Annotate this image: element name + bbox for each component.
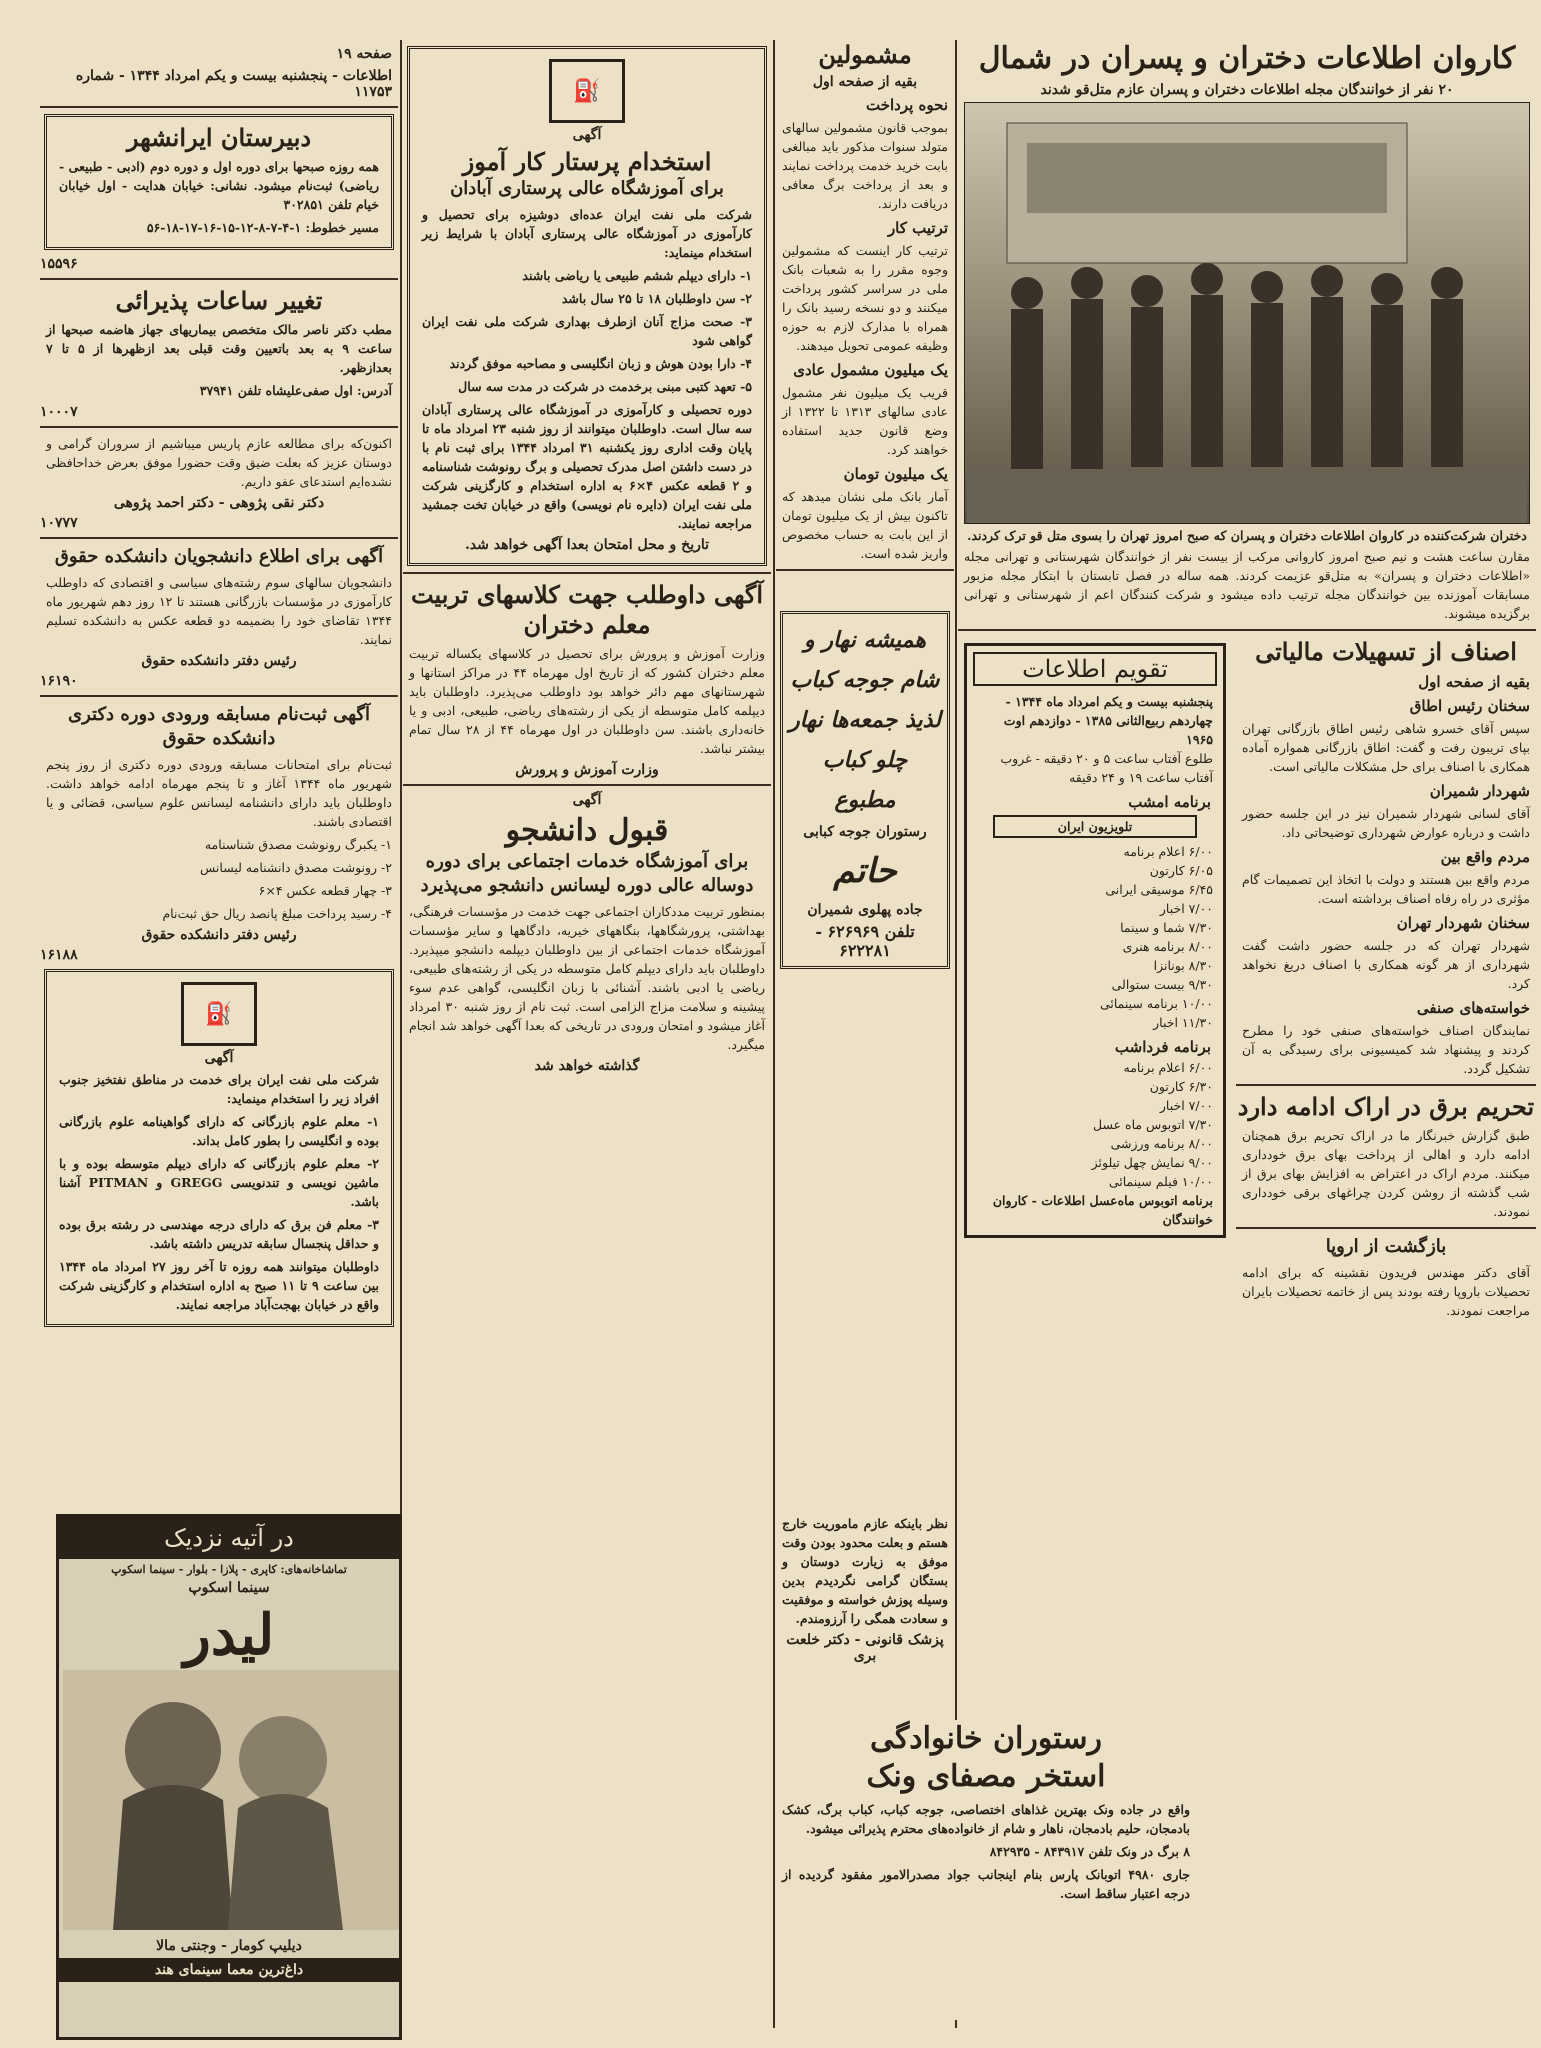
family-restaurant-title: رستوران خانوادگی xyxy=(870,1721,1102,1756)
oil-company-logo-icon: ⛽ xyxy=(181,982,257,1046)
divider xyxy=(958,629,1536,631)
doctorate-item: ۴- رسید پرداخت مبلغ پانصد ریال حق ثبت‌نام xyxy=(162,906,392,921)
nursing-body: دوره تحصیلی و کارآموزی در آموزشگاه عالی پرستاری آبادان سه سال است. داوطلبان میتوانند از روز شنبه ۲۳ امرداد ماه تا پایان وقت اداری روز یکشنبه ۳۱ امرداد ۱۳۴۴ برای ثبت نام با در دست داشتن اصل مدرک تحصیلی و برگ رونوشت شناسنامه و ۲ قطعه عکس ۴×۶ به اداره استخدام و کارگزینی شرکت ملی نفت ایران (دایره نام نویسی) واقع در خیابان تخت جمشید مراجعه نمایند. xyxy=(422,402,753,531)
ad-label: آگهی xyxy=(572,127,602,143)
school-routes: مسیر خطوط: ۱-۴-۷-۸-۱۲-۱۵-۱۶-۱۷-۱۸-۵۶ xyxy=(146,220,379,235)
continuation-note: بقیه از صفحه اول xyxy=(1418,673,1530,691)
nursing-condition: ۳- صحت مزاج آنان ازطرف بهداری شرکت ملی نفت ایران گواهی شود xyxy=(422,314,752,348)
nursing-condition: ۴- دارا بودن هوش و زبان انگلیسی و مصاحبه موفق گردند xyxy=(449,356,752,371)
divider xyxy=(40,695,398,697)
section-heading: یک میلیون تومان xyxy=(843,465,948,483)
movie-stars: دیلیپ کومار - وجنتی مالا xyxy=(156,1938,302,1954)
program-item: ۶/۴۵ موسیقی ایرانی xyxy=(1105,882,1213,897)
ad-ref: ۱۶۱۹۰ xyxy=(40,673,78,689)
movie-poster-illustration xyxy=(63,1670,399,1930)
doctorate-item: ۳- چهار قطعه عکس ۴×۶ xyxy=(258,883,392,898)
section-body: بموجب قانون مشمولین سالهای متولد سنوات مذکور باید مبالغی بابت خرید خدمت پرداخت نمایند و بعد از پرداخت برگ معافی دریافت دارند. xyxy=(782,120,948,211)
admission-footer: گذاشته خواهد شد xyxy=(534,1058,640,1074)
calendar-date: پنجشنبه بیست و یکم امرداد ماه ۱۳۴۴ - چهاردهم ربیع‌الثانی ۱۳۸۵ - دوازدهم اوت ۱۹۶۵ xyxy=(1003,694,1213,747)
oil-company-ad xyxy=(44,969,394,1327)
tax-headline: اصناف از تسهیلات مالیاتی xyxy=(1255,637,1517,666)
program-item: ۷/۳۰ اتوبوس ماه عسل xyxy=(1092,1117,1213,1132)
ad-ref: ۱۰۷۷۷ xyxy=(40,515,78,531)
divider xyxy=(40,278,398,280)
ad-ref: ۱۰۰۰۷ xyxy=(40,404,78,420)
divider xyxy=(40,106,398,108)
electricity-headline: تحریم برق در اراک ادامه دارد xyxy=(1237,1092,1535,1121)
program-item: ۹/۳۰ بیست ستوالی xyxy=(1111,977,1213,992)
ad-ref: ۱۶۱۸۸ xyxy=(40,947,78,963)
cinema-heading: در آتیه نزدیک xyxy=(59,1517,399,1559)
lead-body: مقارن ساعت هشت و نیم صبح امروز کاروانی مرکب از بیست نفر از خوانندگان شهرستانی و تهرانی مجله «اطلاعات دختران و پسران» به متل‌قو عزیمت کردند. همه ساله در فصل تابستان با ابتکار مجله مزبور مسابقات آموزنده بین خوانندگان مجله ترتیب داده میشود و شرکت کنندگان اعم از شهرستانی و تهرانی برگزیده میشوند. xyxy=(964,549,1530,621)
divider xyxy=(1236,1084,1536,1086)
tax-story xyxy=(1236,637,1536,1324)
family-restaurant-phones: ۸ برگ در ونک تلفن ۸۴۳۹۱۷ - ۸۴۲۹۳۵ xyxy=(989,1844,1190,1859)
restaurant-phones: تلفن ۶۲۶۹۶۹ - ۶۲۲۲۸۱ xyxy=(815,922,915,960)
law-students-body: دانشجویان سالهای سوم رشته‌های سیاسی و اقتصادی که داوطلب کارآموزی در مؤسسات بازرگانی هستند تا ۱۲ روز دهم شهریور ماه ۱۳۴۴ تقاضای خود را بضمیمه دو قطعه عکس به دانشکده تسلیم نمایند. xyxy=(46,575,392,647)
law-students-title: آگهی برای اطلاع دانشجویان دانشکده حقوق xyxy=(54,546,384,567)
tv-channel-logo: تلویزیون ایران xyxy=(993,815,1197,838)
cinema-ad xyxy=(56,1514,402,2040)
family-restaurant-body: واقع در جاده ونک بهترین غذاهای اختصاصی، جوجه کباب، کباب برگ، کشک بادمجان، حلیم بادمجان، ناهار و شام از خانواده‌های محترم پذیرائی میشود. xyxy=(782,1802,1190,1836)
section-heading: سخنان رئیس اطاق xyxy=(1409,697,1530,715)
lost-notice: جاری ۴۹۸۰ اتوبانک پارس بنام اینجانب جواد مصدرالامور مفقود گردیده از درجه اعتبار ساقط است. xyxy=(782,1867,1190,1901)
restaurant-slogan: همیشه نهار و شام جوجه کباب لذیذ جمعه‌ها نهار چلو کباب مطبوع xyxy=(789,627,941,813)
oil-ad-body: شرکت ملی نفت ایران برای خدمت در مناطق نفتخیز جنوب افراد زیر را استخدام مینماید: xyxy=(59,1072,379,1106)
school-title: دبیرستان ایرانشهر xyxy=(126,123,312,152)
program-item: ۶/۰۵ کارتون xyxy=(1149,863,1213,878)
admission-subtitle: برای آموزشگاه خدمات اجتماعی برای دوره دوساله عالی دوره لیسانس دانشجو می‌پذیرد xyxy=(420,851,754,896)
program-item: ۱۱/۳۰ اخبار xyxy=(1153,1015,1213,1030)
program-item: ۹/۰۰ نمایش چهل تیلوئز xyxy=(1091,1155,1213,1170)
page-label: صفحه ۱۹ xyxy=(336,46,392,62)
doctorate-item: ۱- یکبرگ رونوشت مصدق شناسنامه xyxy=(204,837,392,852)
teachers-ad-title: آگهی داوطلب جهت کلاسهای تربیت معلم دختران xyxy=(410,580,764,639)
oil-ad-item: ۲- معلم علوم بازرگانی که دارای دیپلم متوسطه بوده و با ماشین نویسی و تندنویسی GREGG و PITMAN آشنا باشد. xyxy=(59,1156,379,1209)
divider xyxy=(40,537,398,539)
section-body: مردم واقع بین هستند و دولت با اتخاذ این تصمیمات گام مؤثری در راه رفاه اصناف برداشته است. xyxy=(1242,872,1530,906)
nursing-footer: تاریخ و محل امتحان بعدا آگهی خواهد شد. xyxy=(464,537,710,553)
divider xyxy=(40,426,398,428)
oil-company-logo-icon: ⛽ xyxy=(549,59,625,123)
thanks-body: نظر باینکه عازم ماموریت خارج هستم و بعلت محدود بودن وقت موفق به زیارت دوستان و بستگان گرامی نگردیدم بدین وسیله پوزش خواسته و موفقیت و سعادت همگی را آرزومندم. xyxy=(782,1516,948,1626)
nursing-condition: ۵- تعهد کتبی مبنی برخدمت در شرکت در مدت سه سال xyxy=(458,379,752,394)
doctorate-footer: رئیس دفتر دانشکده حقوق xyxy=(141,927,297,943)
admission-body: بمنظور تربیت مددکاران اجتماعی جهت خدمت در مؤسسات فرهنگی، بهداشتی، پرورشگاهها، بنگاههای خیریه، دادگاهها و سایر مؤسسات آموزشگاه خدمات اجتماعی از بین داوطلبان دیپلمه دانشجو میپذیرد. داوطلبان باید دارای دیپلم کامل متوسطه در یکی از رشته‌های طبیعی، ریاضی یا ادبی باشند. آشنائی با زبان انگلیسی، گواهی عدم سوء پیشینه و سلامت مزاج الزامی است. ثبت نام از روز شنبه ۳۰ امرداد آغاز میشود و امتحان ورودی در تاریخی که بعدا آگهی خواهد شد انجام میگیرد. xyxy=(409,904,765,1052)
section-body: قریب یک میلیون نفر مشمول عادی سالهای ۱۳۱۳ تا ۱۳۲۲ از وضع قانون جدید استفاده خواهند کرد. xyxy=(782,385,949,457)
movie-title: لیدر xyxy=(183,1602,275,1668)
mashmulin-headline: مشمولین xyxy=(818,40,912,69)
section-body: آمار بانک ملی نشان میدهد که تاکنون بیش از یک میلیون تومان از این بابت به حساب مخصوص واریز شده است. xyxy=(782,489,948,561)
program-item: ۶/۰۰ اعلام برنامه xyxy=(1123,844,1213,859)
program-item: ۸/۳۰ بونانزا xyxy=(1153,958,1213,973)
section-heading: مردم واقع بین xyxy=(1440,848,1530,866)
clinic-body: مطب دکتر ناصر مالک متخصص بیماریهای جهاز هاضمه صبحها از ساعت ۹ به بعد باتعیین وقت قبلی بعد ازظهرها از ۵ تا ۷ بعدازظهر. xyxy=(46,322,392,375)
electricity-body: طبق گزارش خبرنگار ما در اراک تحریم برق همچنان ادامه دارد و اهالی از پرداخت بهای برق خودداری میکنند. مردم اراک در اعتراض به افزایش بهای برق از شب گذشته از روشن کردن چراغهای برقی خودداری نمودند. xyxy=(1242,1128,1530,1219)
program-item: ۶/۳۰ کارتون xyxy=(1149,1079,1213,1094)
tonight-label: برنامه امشب xyxy=(1128,793,1211,811)
photo-caption: دختران شرکت‌کننده در کاروان اطلاعات دختران و پسران که صبح امروز تهران را بسوی متل قو ترک کردند. xyxy=(967,528,1527,543)
program-note: برنامه اتوبوس ماه‌عسل اطلاعات - کاروان خوانندگان xyxy=(992,1193,1213,1227)
nursing-condition: ۱- دارای دیپلم ششم طبیعی یا ریاضی باشند xyxy=(522,268,752,283)
farewell-body: اکنون‌که برای مطالعه عازم پاریس میباشیم از سروران گرامی و دوستان عزیز که بعلت ضیق وقت حضورا موفق بعرض خداحافظی نشده‌ایم استدعای عفو داریم. xyxy=(46,436,392,489)
section-heading: شهردار شمیران xyxy=(1429,782,1530,800)
nursing-ad-title: استخدام پرستار کار آموز xyxy=(462,147,712,176)
doctorate-body: ثبت‌نام برای امتحانات مسابقه ورودی دوره دکتری از روز پنجم شهریور ماه ۱۳۴۴ آغاز و تا پنجم مهرماه ادامه خواهد داشت. داوطلبان باید دارای دانشنامه لیسانس علوم سیاسی، قضائی و یا اقتصادی باشند. xyxy=(46,757,393,829)
calendar-sun: طلوع آفتاب ساعت ۵ و ۲۰ دقیقه - غروب آفتاب ساعت ۱۹ و ۲۴ دقیقه xyxy=(1000,751,1213,785)
restaurant-brand: حاتم xyxy=(833,851,897,891)
teachers-ad-body: وزارت آموزش و پرورش برای تحصیل در کلاسهای یکساله تربیت معلم دختران کشور که از تاریخ اول مهرماه ۴۴ در مراکز استانها و شهرستانهای مهم دائر خواهد بود داوطلب می‌پذیرد. داوطلبان باید دیپلمه کامل متوسطه از یکی از رشته‌های ریاضی، طبیعی، ادبی و یا خانه‌داری باشند. سن داوطلبان در اول مهرماه ۴۴ از ۲۸ سال تمام بیشتر نباشد. xyxy=(409,646,765,756)
clinic-address: آدرس: اول صفی‌علیشاه تلفن ۳۷۹۴۱ xyxy=(199,383,392,398)
admission-title: قبول دانشجو xyxy=(505,813,669,848)
section-heading: ترتیب کار xyxy=(887,219,948,237)
ad-label: آگهی xyxy=(204,1050,234,1066)
teachers-ad-footer: وزارت آموزش و پرورش xyxy=(515,762,659,778)
divider xyxy=(403,784,771,786)
nursing-ad-subtitle: برای آموزشگاه عالی پرستاری آبادان xyxy=(450,178,724,199)
middle-column xyxy=(403,40,771,2028)
cinema-subtitle: سینما اسکوپ xyxy=(188,1580,270,1596)
group-photo-illustration xyxy=(965,103,1529,523)
program-item: ۷/۳۰ شما و سینما xyxy=(1120,920,1213,935)
group-photo xyxy=(964,102,1530,524)
law-students-footer: رئیس دفتر دانشکده حقوق xyxy=(141,653,297,669)
divider xyxy=(1236,1227,1536,1229)
restaurant-ad xyxy=(780,611,950,969)
section-heading: نحوه پرداخت xyxy=(866,96,948,114)
program-item: ۷/۰۰ اخبار xyxy=(1159,901,1213,916)
oil-ad-item: ۱- معلم علوم بازرگانی که دارای گواهینامه علوم بازرگانی بوده و انگلیسی را بطور کامل بداند. xyxy=(59,1114,379,1148)
family-restaurant-ad xyxy=(776,1720,1196,2020)
program-item: ۸/۰۰ برنامه هنری xyxy=(1122,939,1213,954)
lead-subtitle: ۲۰ نفر از خوانندگان مجله اطلاعات دختران و پسران عازم متل‌قو شدند xyxy=(1040,82,1454,98)
section-body: سپس آقای خسرو شاهی رئیس اطاق بازرگانی تهران بپای تریبون رفت و گفت: اطاق بازرگانی همواره آماده همکاری با اصناف برای حل مشکلات مالیاتی است. xyxy=(1242,721,1530,774)
school-body: همه روزه صبحها برای دوره اول و دوره دوم (ادبی - طبیعی - ریاضی) ثبت‌نام میشود. نشانی: خیابان هدایت - اول خیابان خیام تلفن ۳۰۲۸۵۱ xyxy=(59,159,379,212)
section-body: نمایندگان اصناف خواسته‌های صنفی خود را مطرح کردند و پیشنهاد شد کمیسیونی برای رسیدگی به آن تشکیل گردد. xyxy=(1242,1023,1530,1076)
section-heading: یک میلیون مشمول عادی xyxy=(793,361,948,379)
calendar-title: تقویم اطلاعات xyxy=(973,652,1217,686)
restaurant-brand-line: رستوران جوجه کبابی xyxy=(803,824,927,840)
oil-ad-footer: داوطلبان میتوانند همه روزه تا آخر روز ۲۷ امرداد ماه ۱۳۴۴ بین ساعت ۹ تا ۱۱ صبح به اداره استخدام و کارگزینی شرکت واقع در خیابان بهجت‌آباد مراجعه نمایند. xyxy=(59,1259,379,1312)
section-heading: سخنان شهردار تهران xyxy=(1396,914,1530,932)
nursing-condition: ۲- سن داوطلبان ۱۸ تا ۲۵ سال باشد xyxy=(561,291,752,306)
dateline: اطلاعات - پنجشنبه بیست و یکم امرداد ۱۳۴۴ - شماره ۱۱۷۵۳ xyxy=(75,68,392,100)
cinema-footer: داغ‌ترین معما سینمای هند xyxy=(59,1958,399,1982)
doctorate-title: آگهی ثبت‌نام مسابقه ورودی دوره دکتری دانشکده حقوق xyxy=(68,704,370,749)
nursing-ad xyxy=(407,46,767,566)
tv-column xyxy=(960,637,1230,1324)
page-header xyxy=(46,46,392,62)
program-item: ۱۰/۰۰ فیلم سینمائی xyxy=(1108,1174,1213,1189)
doctorate-item: ۲- رونوشت مصدق دانشنامه لیسانس xyxy=(200,860,392,875)
program-item: ۶/۰۰ اعلام برنامه xyxy=(1123,1060,1213,1075)
divider xyxy=(403,572,771,574)
tomorrow-label: برنامه فرداشب xyxy=(1114,1038,1211,1056)
clinic-title: تغییر ساعات پذیرائی xyxy=(115,286,323,315)
section-body: ترتیب کار اینست که مشمولین وجوه مقرر را به شعبات بانک ملی در سراسر کشور پرداخت میکنند و دو نسخه رسید بانک را همراه با مدارک لازم به حوزه وظیفه عمومی تحویل میدهند. xyxy=(782,243,948,353)
continuation-note: بقیه از صفحه اول xyxy=(812,74,918,90)
ad-label: آگهی xyxy=(572,792,602,808)
section-body: شهردار تهران که در جلسه حضور داشت گفت شهرداری از هر گونه همکاری با اصناف دریغ نخواهد کرد. xyxy=(1242,938,1530,991)
lead-headline: کاروان اطلاعات دختران و پسران در شمال xyxy=(978,41,1516,76)
oil-ad-item: ۳- معلم فن برق که دارای درجه مهندسی در رشته برق بوده و حداقل پنجسال سابقه تدریس داشته باشد. xyxy=(59,1217,379,1251)
divider xyxy=(776,569,954,571)
section-heading: خواسته‌های صنفی xyxy=(1416,999,1530,1017)
europe-headline: بازگشت از اروپا xyxy=(1325,1236,1447,1257)
cinema-list: تماشاخانه‌های: کاپری - پلازا - بلوار - سینما اسکوپ xyxy=(111,1563,347,1576)
program-item: ۱۰/۰۰ برنامه سینمائی xyxy=(1099,996,1213,1011)
tv-calendar-box xyxy=(964,643,1226,1238)
europe-body: آقای دکتر مهندس فریدون نقشینه که برای ادامه تحصیلات باروپا رفته بودند پس از خاتمه تحصیلات بایران مراجعت نمودند. xyxy=(1242,1265,1530,1318)
section-body: آقای لسانی شهردار شمیران نیز در این جلسه حضور داشت و درباره عوارض شهرداری توضیحاتی داد. xyxy=(1242,806,1530,840)
farewell-signature: دکتر نقی پژوهی - دکتر احمد پژوهی xyxy=(113,495,325,511)
nursing-intro: شرکت ملی نفت ایران عده‌ای دوشیزه برای تحصیل و کارآموزی در آموزشگاه عالی پرستاری آبادان با شرایط زیر استخدام مینماید: xyxy=(422,207,752,260)
restaurant-address: جاده پهلوی شمیران xyxy=(807,902,923,918)
program-item: ۷/۰۰ اخبار xyxy=(1159,1098,1213,1113)
column-rule xyxy=(773,40,775,2028)
ad-ref: ۱۵۵۹۶ xyxy=(40,256,78,272)
program-item: ۸/۰۰ برنامه ورزشی xyxy=(1110,1136,1213,1151)
thanks-signature: پزشک قانونی - دکتر خلعت بری xyxy=(786,1632,944,1664)
school-ad xyxy=(44,114,394,250)
family-restaurant-title2: استخر مصفای ونک xyxy=(866,1759,1106,1794)
